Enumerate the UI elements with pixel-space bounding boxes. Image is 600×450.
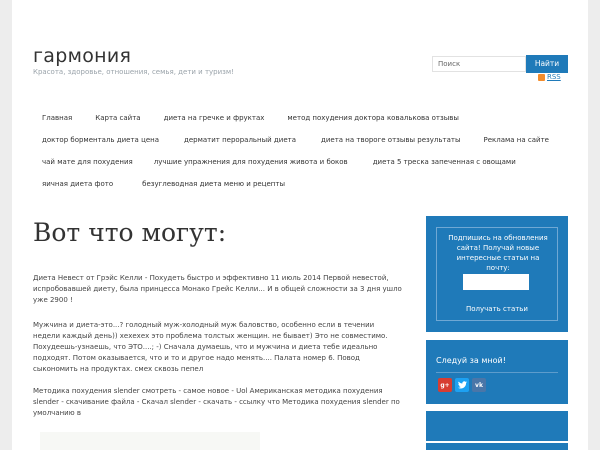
rss-label[interactable]: RSS [547, 73, 561, 81]
nav-item[interactable]: доктор борменталь диета цена [42, 136, 160, 144]
nav-item-sitemap[interactable]: Карта сайта [95, 114, 141, 122]
nav-row [30, 151, 575, 173]
rss-icon [538, 74, 545, 81]
nav-row [30, 173, 575, 195]
nav-item[interactable]: безуглеводная диета меню и рецепты [142, 180, 285, 188]
nav-item[interactable]: дерматит пероральный диета [184, 136, 296, 144]
subscribe-email-input[interactable] [463, 274, 529, 290]
nav-item[interactable]: метод похудения доктора ковалькова отзывы [287, 114, 459, 122]
site-title[interactable]: гармония [33, 45, 132, 67]
divider [436, 372, 558, 373]
site-description: Красота, здоровье, отношения, семья, дети и туризм! [33, 68, 234, 76]
subscribe-button[interactable]: Получать статьи [466, 305, 528, 313]
nav-item-advertising[interactable]: Реклама на сайте [483, 136, 549, 144]
nav-item[interactable]: диета на твороге отзывы результаты [321, 136, 461, 144]
page [12, 0, 588, 450]
article-paragraph: Диета Невест от Грэйс Келли - Похудеть быстро и эффективно 11 июль 2014 Первой невестой, испробовавшей диету, была принцесса Монако Грейс Келли... И в общей сложности за 3 дня ушло уже 2900 ! [33, 274, 402, 304]
nav-item[interactable]: яичная диета фото [42, 180, 114, 188]
subscribe-form [436, 227, 558, 321]
article-paragraph: Мужчина и диета-это...? голодный муж-холодный муж баловство, особенно если в течении недели каждый день)) хехехех это проблема толстых женщин. не бывает) Это не совместимо. Похудеешь-узнаешь, что ЭТО....; -) Сначала думаешь, что и мужчина и диета тебе идеально подходят. Потом оказывается, что и то и другое надо менять.... Палата номер 6. Повод сыкономить на продуктах. смех сквозь пепел [33, 321, 388, 373]
search-input[interactable]: Поиск [432, 56, 526, 72]
sidebar-widget [426, 411, 568, 441]
nav-row [30, 129, 575, 151]
subscribe-text: Подпишись на обновления сайта! Получай новые интересные статьи на почту: [448, 234, 548, 272]
vk-icon[interactable]: vk [472, 378, 486, 392]
subscribe-widget [426, 216, 568, 332]
article-title: Вот что могут: [33, 218, 227, 247]
main-navigation [30, 107, 575, 195]
article-paragraph: Методика похудения slender смотреть - самое новое - Uol Американская методика похудения slender - скачивание файла - Скачал slender - скачать - ссылку что Методика похудения slender по умолчанию в [33, 387, 400, 417]
follow-title: Следуй за мной! [436, 356, 506, 365]
sidebar-widget [426, 443, 568, 450]
rss-link[interactable] [538, 73, 561, 81]
twitter-icon[interactable] [455, 378, 469, 392]
search-button[interactable]: Найти [526, 55, 568, 73]
nav-item[interactable]: чай мате для похудения [42, 158, 133, 166]
google-plus-icon[interactable]: g+ [438, 378, 452, 392]
nav-item-home[interactable]: Главная [42, 114, 73, 122]
nav-item[interactable]: диета на гречке и фруктах [163, 114, 265, 122]
follow-widget [426, 340, 568, 404]
nav-row [30, 107, 575, 129]
nav-item[interactable]: лучшие упражнения для похудения живота и боков [153, 158, 348, 166]
nav-item[interactable]: диета 5 треска запеченная с овощами [372, 158, 516, 166]
content-placeholder [40, 432, 260, 450]
